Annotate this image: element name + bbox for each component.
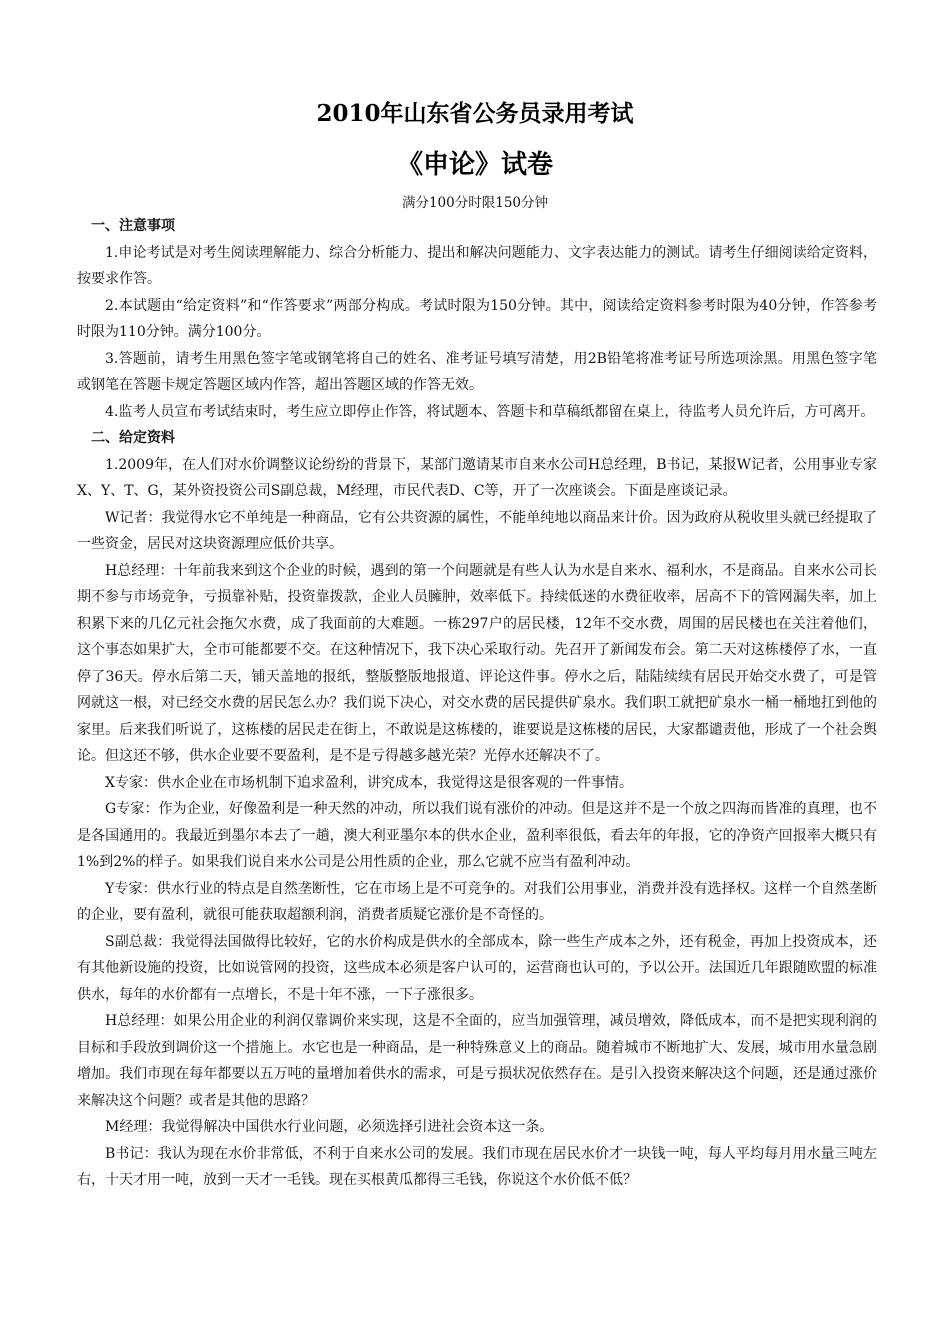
material-intro: 1.2009年，在人们对水价调整议论纷纷的背景下，某部门邀请某市自来水公司H总经理，B书记，某报W记者，公用事业专家X、Y、T、G，某外资投资公司S副总裁，M经理，市民代表D、C等，开了一次座谈会。下面是座谈记录。 (77, 456, 877, 499)
notice-heading: 一、注意事项 (91, 218, 175, 234)
statement-y-expert: Y专家：供水行业的特点是自然垄断性，它在市场上是不可竞争的。对我们公用事业，消费并没有选择权。这样一个自然垄断的企业，要有盈利，就很可能获取超额利润，消费者质疑它涨价是不奇怪的。 (77, 880, 877, 923)
notice-item: 3.答题前，请考生用黑色签字笔或钢笔将自己的姓名、准考证号填写清楚，用2B铅笔将准考证号所选项涂黑。用黑色签字笔或钢笔在答题卡规定答题区域内作答，超出答题区域的作答无效。 (77, 350, 877, 393)
statement-b-secretary: B书记：我认为现在水价非常低，不利于自来水公司的发展。我们市现在居民水价才一块钱一吨，每人平均每月用水量三吨左右，十天才用一吨，放到一天才一毛钱。现在买根黄瓜都得三毛钱，你说这个水价低不低？ (77, 1145, 877, 1188)
document-body (77, 213, 877, 1194)
statement-m-manager: M经理：我觉得解决中国供水行业问题，必须选择引进社会资本这一条。 (105, 1119, 554, 1135)
statement-h-manager-2: H总经理：如果公用企业的利润仅靠调价来实现，这是不全面的，应当加强管理，减员增效，降低成本，而不是把实现利润的目标和手段放到调价这一个措施上。水它也是一种商品，是一种特殊意义上的商品。随着城市不断地扩大、发展，城市用水量急剧增加。我们市现在每年都要以五万吨的量增加着供水的需求，可是亏损状况依然存在。是引入投资来解决这个问题，还是通过涨价来解决这个问题？或者是其他的思路？ (77, 1013, 877, 1109)
notice-item: 2.本试题由“给定资料”和“作答要求”两部分构成。考试时限为150分钟。其中，阅读给定资料参考时限为40分钟，作答参考时限为110分钟。满分100分。 (77, 297, 877, 340)
statement-s-vice-president: S副总裁：我觉得法国做得比较好，它的水价构成是供水的全部成本，除一些生产成本之外，还有税金，再加上投资成本，还有其他新设施的投资，比如说管网的投资，这些成本必须是客户认可的，运营商也认可的，予以公开。法国近几年跟随欧盟的标准供水，每年的水价都有一点增长，不是十年不涨，一下子涨很多。 (77, 933, 877, 1003)
statement-h-manager: H总经理：十年前我来到这个企业的时候，遇到的第一个问题就是有些人认为水是自来水、福利水，不是商品。自来水公司长期不参与市场竞争，亏损靠补贴，投资靠拨款，企业人员臃肿，效率低下。持续低迷的水费征收率，居高不下的管网漏失率，加上积累下来的几亿元社会拖欠水费，成了我面前的大难题。一栋297户的居民楼，12年不交水费，周围的居民楼也在关注着他们，这个事态如果扩大，全市可能都要不交。在这种情况下，我下决心采取行动。先召开了新闻发布会。第二天对这栋楼停了水，一直停了36天。停水后第二天，铺天盖地的报纸，整版整版地报道、评论这件事。停水之后，陆陆续续有居民开始交水费了，可是管网就这一根，对已经交水费的居民怎么办？我们说下决心，对交水费的居民提供矿泉水。我们职工就把矿泉水一桶一桶地扛到他的家里。后来我们听说了，这栋楼的居民走在街上，不敢说是这栋楼的，谁要说是这栋楼的居民，大家都谴责他，形成了一个社会舆论。但这还不够，供水企业要不要盈利，是不是亏得越多越光荣？光停水还解决不了。 (77, 562, 877, 764)
exam-title: 2010年山东省公务员录用考试 (316, 100, 634, 127)
notice-item: 1.申论考试是对考生阅读理解能力、综合分析能力、提出和解决问题能力、文字表达能力的测试。请考生仔细阅读给定资料，按要求作答。 (77, 244, 877, 287)
notice-item: 4.监考人员宣布考试结束时，考生应立即停止作答，将试题本、答题卡和草稿纸都留在桌上，待监考人员允许后，方可离开。 (105, 403, 875, 420)
statement-w-reporter: W记者：我觉得水它不单纯是一种商品，它有公共资源的属性，不能单纯地以商品来计价。因为政府从税收里头就已经提取了一些资金，居民对这块资源理应低价共享。 (77, 509, 877, 552)
score-time-limit: 满分100分时限150分钟 (401, 195, 549, 211)
materials-heading: 二、给定资料 (91, 430, 175, 446)
statement-x-expert: X专家：供水企业在市场机制下追求盈利，讲究成本，我觉得这是很客观的一件事情。 (105, 774, 633, 791)
statement-g-expert: G专家：作为企业，好像盈利是一种天然的冲动，所以我们说有涨价的冲动。但是这并不是一个放之四海而皆准的真理，也不是各国通用的。我最近到墨尔本去了一趟，澳大利亚墨尔本的供水企业，盈利率很低，看去年的年报，它的净资产回报率大概只有1%到2%的样子。如果我们说自来水公司是公用性质的企业，那么它就不应当有盈利冲动。 (77, 801, 877, 870)
paper-title: 《申论》试卷 (396, 150, 553, 180)
